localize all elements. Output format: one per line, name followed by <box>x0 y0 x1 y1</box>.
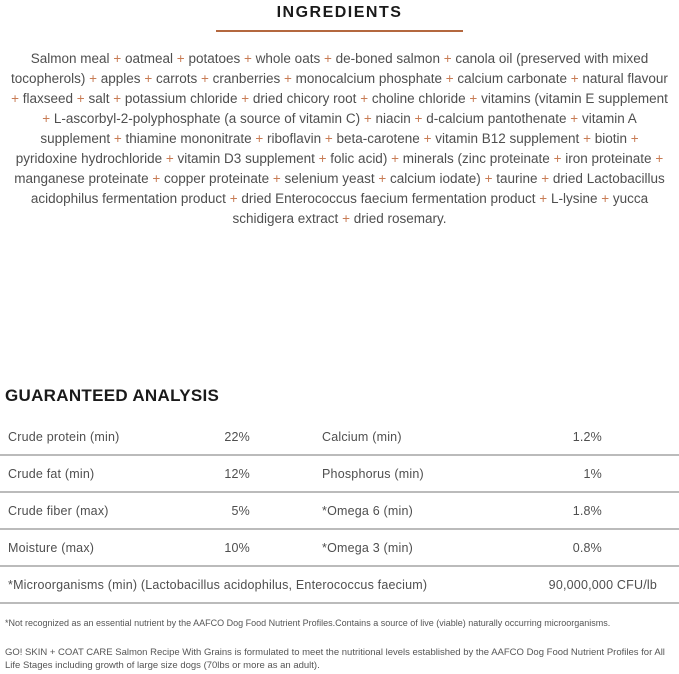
plus-separator: + <box>152 171 161 186</box>
ingredient-item: dried chicory root <box>252 91 357 106</box>
plus-separator: + <box>144 71 153 86</box>
ingredient-item: flaxseed <box>22 91 74 106</box>
ingredient-item: L-lysine <box>550 191 598 206</box>
nutrient-value: 0.8% <box>572 540 602 555</box>
plus-separator: + <box>42 111 51 126</box>
plus-separator: + <box>241 91 250 106</box>
plus-separator: + <box>113 51 122 66</box>
plus-separator: + <box>76 91 85 106</box>
plus-separator: + <box>378 171 387 186</box>
ingredient-item: carrots <box>155 71 198 86</box>
ingredients-title: INGREDIENTS <box>276 4 403 21</box>
nutrient-value: 22% <box>224 429 250 444</box>
nutrient-value: 1% <box>583 466 602 481</box>
ingredient-item: biotin <box>594 131 628 146</box>
ingredient-item: vitamins (vitamin E supplement <box>481 91 668 106</box>
ingredient-item: pyridoxine hydrochloride <box>15 151 163 166</box>
plus-separator: + <box>342 211 350 226</box>
ingredient-item: choline chloride <box>371 91 466 106</box>
ingredient-item: apples <box>100 71 141 86</box>
nutrient-value: 5% <box>231 503 250 518</box>
ingredient-item: de-boned salmon <box>335 51 440 66</box>
ingredient-item: calcium iodate) <box>390 171 481 186</box>
ingredient-item: calcium carbonate <box>457 71 567 86</box>
nutrient-value: 90,000,000 CFU/lb <box>548 577 657 592</box>
plus-separator: + <box>630 131 639 146</box>
nutrient-label: *Omega 6 (min) <box>322 503 414 518</box>
plus-separator: + <box>244 51 252 66</box>
nutrient-value: 10% <box>224 540 250 555</box>
plus-separator: + <box>414 111 423 126</box>
nutrient-label: *Microorganisms (min) (Lactobacillus acidophilus, Enterococcus faecium) <box>8 577 428 592</box>
plus-separator: + <box>583 131 591 146</box>
nutrient-label: Moisture (max) <box>8 540 95 555</box>
nutrient-value: 1.8% <box>572 503 602 518</box>
ingredient-item: natural flavour <box>582 71 668 86</box>
ingredient-item: manganese proteinate <box>14 171 149 186</box>
nutrient-label: Phosphorus (min) <box>322 466 424 481</box>
plus-separator: + <box>443 51 452 66</box>
plus-separator: + <box>423 131 432 146</box>
plus-separator: + <box>165 151 174 166</box>
ingredient-item: vitamin B12 supplement <box>435 131 580 146</box>
ingredient-item: yucca schidigera extract <box>232 191 649 226</box>
plus-separator: + <box>113 131 122 146</box>
nutrient-label: Crude fat (min) <box>8 466 95 481</box>
ingredient-item: beta-carotene <box>336 131 420 146</box>
plus-separator: + <box>272 171 281 186</box>
nutrient-value: 12% <box>224 466 250 481</box>
table-row <box>0 419 679 456</box>
ingredient-item: vitamin D3 supplement <box>177 151 315 166</box>
nutrient-label: Calcium (min) <box>322 429 402 444</box>
ingredients-title-underline <box>216 30 463 32</box>
plus-separator: + <box>201 71 209 86</box>
plus-separator: + <box>570 71 579 86</box>
plus-separator: + <box>484 171 493 186</box>
table-row-microorganisms <box>0 567 679 604</box>
guaranteed-analysis-table <box>0 419 679 604</box>
ingredient-item: riboflavin <box>267 131 322 146</box>
ingredient-item: salt <box>88 91 110 106</box>
ingredient-item: Salmon meal <box>30 51 110 66</box>
table-row <box>0 530 679 567</box>
plus-separator: + <box>318 151 327 166</box>
plus-separator: + <box>323 51 332 66</box>
ingredient-item: monocalcium phosphate <box>295 71 442 86</box>
plus-separator: + <box>601 191 610 206</box>
ingredient-item: thiamine mononitrate <box>125 131 252 146</box>
plus-separator: + <box>113 91 122 106</box>
ingredient-item: taurine <box>496 171 538 186</box>
ingredient-item: folic acid) <box>330 151 388 166</box>
table-row <box>0 493 679 530</box>
plus-separator: + <box>539 191 548 206</box>
ingredient-item: iron proteinate <box>565 151 652 166</box>
ingredient-item: potassium chloride <box>124 91 238 106</box>
plus-separator: + <box>391 151 399 166</box>
ingredients-text <box>11 49 668 229</box>
plus-separator: + <box>655 151 664 166</box>
aafco-statement: GO! SKIN + COAT CARE Salmon Recipe With Grains is formulated to meet the nutritional levels established by the AAFCO Dog Food Nutrient Profiles for All Life Stages including growth of large size dogs (70lbs or more as an adult). <box>5 647 665 671</box>
plus-separator: + <box>283 71 292 86</box>
nutrient-label: *Omega 3 (min) <box>322 540 414 555</box>
guaranteed-analysis-title: GUARANTEED ANALYSIS <box>5 386 220 405</box>
plus-separator: + <box>541 171 550 186</box>
ingredient-item: dried rosemary. <box>353 211 447 226</box>
plus-separator: + <box>553 151 562 166</box>
plus-separator: + <box>176 51 185 66</box>
ingredient-item: oatmeal <box>124 51 174 66</box>
ingredient-item: cranberries <box>212 71 281 86</box>
ingredient-item: dried Enterococcus faecium fermentation product <box>241 191 536 206</box>
ingredient-item: L-ascorbyl-2-polyphosphate (a source of vitamin C) <box>53 111 361 126</box>
plus-separator: + <box>324 131 333 146</box>
ingredient-item: potatoes <box>188 51 241 66</box>
plus-separator: + <box>363 111 372 126</box>
plus-separator: + <box>445 71 454 86</box>
ingredient-item: canola oil (preserved with mixed tocopherols) <box>11 51 649 86</box>
nutrient-value: 1.2% <box>572 429 602 444</box>
ingredient-item: selenium yeast <box>284 171 375 186</box>
ingredient-item: d-calcium pantothenate <box>426 111 567 126</box>
asterisk-footnote: *Not recognized as an essential nutrient by the AAFCO Dog Food Nutrient Profiles.Contains a source of live (viable) naturally occurring microorganisms. <box>5 618 611 628</box>
plus-separator: + <box>229 191 238 206</box>
plus-separator: + <box>570 111 579 126</box>
plus-separator: + <box>360 91 369 106</box>
plus-separator: + <box>255 131 264 146</box>
plus-separator: + <box>89 71 97 86</box>
ingredient-item: minerals (zinc proteinate <box>402 151 550 166</box>
product-label-page <box>0 3 679 674</box>
table-row <box>0 456 679 493</box>
plus-separator: + <box>469 91 478 106</box>
plus-separator: + <box>11 91 19 106</box>
ingredient-item: niacin <box>375 111 411 126</box>
nutrient-label: Crude protein (min) <box>8 429 120 444</box>
ingredient-item: whole oats <box>255 51 321 66</box>
ingredient-item: vitamin A supplement <box>40 111 637 146</box>
ingredient-item: dried Lactobacillus acidophilus fermentation product <box>30 171 665 206</box>
ingredient-item: copper proteinate <box>164 171 270 186</box>
nutrient-label: Crude fiber (max) <box>8 503 109 518</box>
